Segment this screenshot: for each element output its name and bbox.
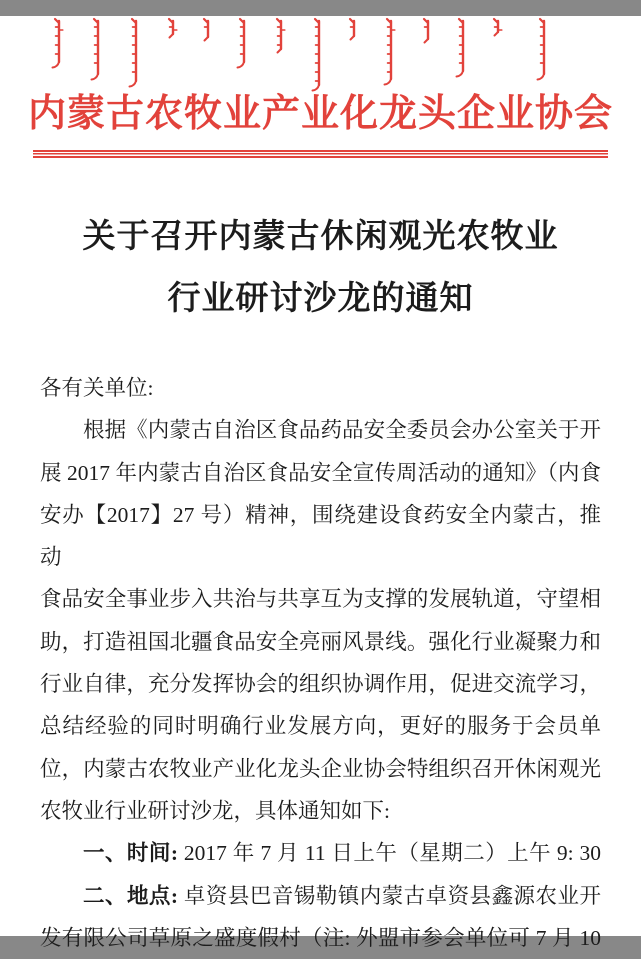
body-line-label: 一、时间: — [83, 841, 179, 866]
body-line: 一、时间: 2017 年 7 月 11 日上午（星期二）上午 9: 30 — [83, 841, 601, 866]
letterhead — [0, 16, 641, 158]
body-line: 二、地点: 卓资县巴音锡勒镇内蒙古卓资县鑫源农业开 — [83, 883, 601, 908]
body-line: 根据《内蒙古自治区食品药品安全委员会办公室关于开 — [83, 418, 601, 443]
body-line-label: 二、地点: — [83, 883, 179, 908]
mongolian-script-icon — [41, 16, 601, 88]
body-line: 各有关单位: — [40, 376, 154, 400]
title-line-1: 关于召开内蒙古休闲观光农牧业 — [82, 219, 559, 255]
letterhead-divider — [33, 150, 608, 158]
body-line: 安办【2017】27 号）精神，围绕建设食药安全内蒙古，推动 — [40, 502, 601, 570]
organization-name: 内蒙古农牧业产业化龙头企业协会 — [27, 93, 613, 135]
body-line: 食品安全事业步入共治与共享互为支撑的发展轨道，守望相 — [40, 587, 601, 612]
body-line: 助，打造祖国北疆食品安全亮丽风景线。强化行业凝聚力和 — [40, 629, 601, 654]
body-line: 总结经验的同时明确行业发展方向，更好的服务于会员单 — [40, 714, 601, 739]
body-line: 位，内蒙古农牧业产业化龙头企业协会特组织召开休闲观光 — [40, 756, 601, 781]
body-line: 发有限公司草原之盛度假村（注: 外盟市参会单位可 7 月 10 — [40, 925, 601, 950]
title-line-2: 行业研讨沙龙的通知 — [167, 281, 474, 317]
body-line: 行业自律，充分发挥协会的组织协调作用，促进交流学习， — [40, 672, 601, 697]
body-line: 农牧业行业研讨沙龙，具体通知如下: — [40, 798, 390, 823]
document-title — [0, 206, 641, 330]
document-body — [40, 367, 601, 959]
body-line: 展 2017 年内蒙古自治区食品安全宣传周活动的通知》（内食 — [40, 460, 601, 485]
document-page — [0, 16, 641, 950]
